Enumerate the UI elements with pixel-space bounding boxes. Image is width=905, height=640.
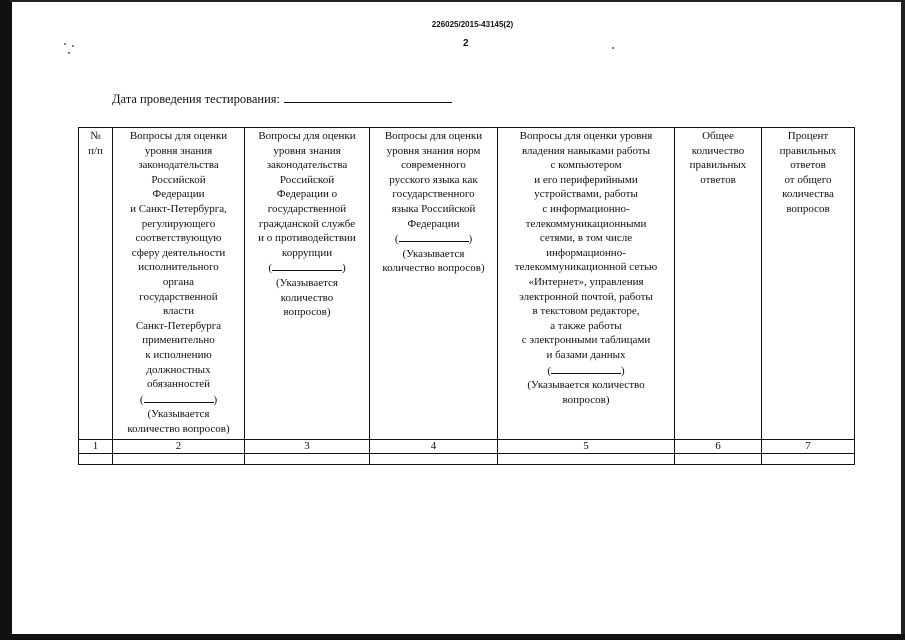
header-text-line: п/п: [88, 144, 103, 157]
scan-edge-top: [10, 0, 905, 2]
paren-open: (: [139, 393, 144, 406]
header-text-line: государственной: [267, 202, 347, 215]
column-number: 2: [113, 440, 245, 454]
column-number: 4: [370, 440, 498, 454]
question-count-blank[interactable]: [115, 392, 242, 408]
header-text-line: и его периферийными: [534, 173, 638, 186]
blank-underline: [144, 392, 214, 403]
table-cell[interactable]: [370, 454, 498, 465]
question-count-blank[interactable]: [372, 231, 495, 247]
testing-date-field: [112, 90, 452, 107]
scan-speck: [612, 47, 614, 49]
header-text-line: органа: [162, 275, 195, 288]
question-count-blank[interactable]: [247, 260, 367, 276]
header-text-line: обязанностей: [146, 378, 211, 391]
header-cell-col-5: [498, 128, 675, 440]
header-text-line: Российской: [151, 173, 206, 186]
header-text-line: уровня знания норм: [386, 144, 481, 157]
scan-edge-bottom: [0, 634, 905, 640]
header-text-line: Федерации: [152, 188, 205, 201]
header-text-line: с компьютером: [550, 159, 622, 172]
header-note-line: (Указывается: [402, 247, 465, 260]
header-text-line: Санкт-Петербурга: [135, 319, 222, 332]
header-text-line: русского языка как: [389, 173, 478, 186]
testing-date-blank[interactable]: [284, 90, 452, 103]
paren-close: ): [342, 262, 346, 275]
header-text-line: соответствующую: [135, 232, 222, 245]
header-note-line: вопросов): [562, 393, 610, 406]
table-cell[interactable]: [498, 454, 675, 465]
table-row: [79, 454, 855, 465]
header-text-line: устройствами, работы: [534, 188, 638, 201]
header-text-line: Российской: [279, 173, 335, 186]
header-text-line: ответов: [700, 173, 736, 186]
header-text-line: Федерации о: [276, 188, 338, 201]
scan-edge-right: [901, 0, 905, 640]
header-text-line: Вопросы для оценки: [129, 130, 228, 142]
header-text-line: власти: [163, 305, 194, 318]
header-text-line: исполнительного: [138, 261, 219, 274]
header-text-line: коррупции: [281, 246, 333, 259]
paren-close: ): [213, 393, 218, 406]
header-cell-col-1: [79, 128, 113, 440]
header-note-line: (Указывается: [147, 408, 210, 421]
scan-speck: [72, 45, 74, 47]
header-text-line: Общее: [702, 130, 734, 142]
header-text-line: и Санкт-Петербурга,: [130, 202, 227, 215]
header-cell-col-4: [370, 128, 498, 440]
scan-speck: [68, 52, 70, 54]
header-text-line: Процент: [787, 130, 829, 142]
header-text-line: ответов: [790, 159, 826, 172]
paren-close: ): [621, 364, 625, 377]
header-cell-col-7: [762, 128, 855, 440]
testing-date-label: Дата проведения тестирования:: [112, 92, 281, 106]
paren-open: (: [547, 364, 551, 377]
header-note-line: количество: [280, 291, 334, 304]
header-text-line: Вопросы для оценки: [258, 130, 356, 142]
document-id: 226025/2015-43145(2): [431, 20, 514, 29]
column-number: 1: [79, 440, 113, 454]
header-text-line: в текстовом редакторе,: [532, 305, 640, 318]
header-text-line: «Интернет», управления: [528, 275, 644, 288]
header-text-line: к исполнению: [145, 348, 212, 361]
table-cell[interactable]: [245, 454, 370, 465]
header-text-line: и базами данных: [546, 348, 626, 361]
table-cell[interactable]: [79, 454, 113, 465]
header-text-line: количества: [782, 188, 834, 201]
scan-edge-left: [0, 0, 12, 640]
header-text-line: владения навыками работы: [521, 144, 651, 157]
question-count-blank[interactable]: [500, 363, 672, 379]
header-text-line: телекоммуникационной сетью: [514, 261, 658, 274]
header-text-line: правильных: [689, 159, 747, 172]
paren-open: (: [268, 262, 272, 275]
header-text-line: сетями, в том числе: [539, 232, 633, 245]
table-cell[interactable]: [675, 454, 762, 465]
blank-underline: [272, 260, 342, 271]
header-text-line: а также работы: [550, 319, 622, 332]
header-text-line: правильных: [779, 144, 837, 157]
header-text-line: должностных: [146, 363, 211, 376]
header-text-line: законодательства: [266, 159, 348, 172]
column-number: 7: [762, 440, 855, 454]
testing-results-table: [78, 127, 855, 465]
header-text-line: государственного: [392, 188, 475, 201]
header-text-line: с электронными таблицами: [521, 334, 651, 347]
header-text-line: уровня знания: [144, 144, 213, 157]
header-text-line: от общего: [784, 173, 832, 186]
column-number-row: [79, 440, 855, 454]
header-text-line: гражданской службе: [258, 217, 356, 230]
header-text-line: вопросов: [786, 202, 830, 215]
header-text-line: государственной: [139, 290, 218, 303]
header-text-line: законодательства: [138, 159, 219, 172]
header-text-line: сферу деятельности: [131, 246, 226, 259]
header-text-line: телекоммуникационными: [525, 217, 647, 230]
header-text-line: языка Российской: [391, 202, 476, 215]
header-text-line: №: [90, 130, 101, 142]
column-number: 5: [498, 440, 675, 454]
header-text-line: Федерации: [407, 217, 460, 230]
header-note-line: (Указывается количество: [527, 379, 645, 392]
column-number: 3: [245, 440, 370, 454]
header-text-line: уровня знания: [273, 144, 341, 157]
header-text-line: Вопросы для оценки уровня: [519, 130, 653, 142]
header-text-line: электронной почтой, работы: [519, 290, 653, 303]
header-text-line: применительно: [142, 334, 215, 347]
header-note-line: количество вопросов): [382, 262, 485, 275]
header-text-line: информационно-: [546, 246, 626, 259]
header-text-line: количество: [691, 144, 745, 157]
header-text-line: Вопросы для оценки: [384, 130, 483, 142]
table-cell[interactable]: [113, 454, 245, 465]
header-note-line: (Указывается: [276, 276, 338, 289]
header-cell-col-6: [675, 128, 762, 440]
blank-underline: [399, 231, 469, 242]
paren-close: ): [468, 233, 473, 246]
scan-speck: [64, 43, 66, 45]
header-note-line: количество вопросов): [127, 422, 230, 435]
table-header-row: [79, 128, 855, 440]
header-cell-col-2: [113, 128, 245, 440]
column-number: 6: [675, 440, 762, 454]
header-text-line: и о противодействии: [258, 232, 356, 245]
header-note-line: вопросов): [283, 306, 331, 319]
page-number: 2: [463, 38, 469, 49]
blank-underline: [551, 363, 621, 374]
paren-open: (: [394, 233, 399, 246]
header-text-line: современного: [401, 159, 466, 172]
table-cell[interactable]: [762, 454, 855, 465]
header-cell-col-3: [245, 128, 370, 440]
header-text-line: с информационно-: [542, 202, 630, 215]
header-text-line: регулирующего: [141, 217, 216, 230]
